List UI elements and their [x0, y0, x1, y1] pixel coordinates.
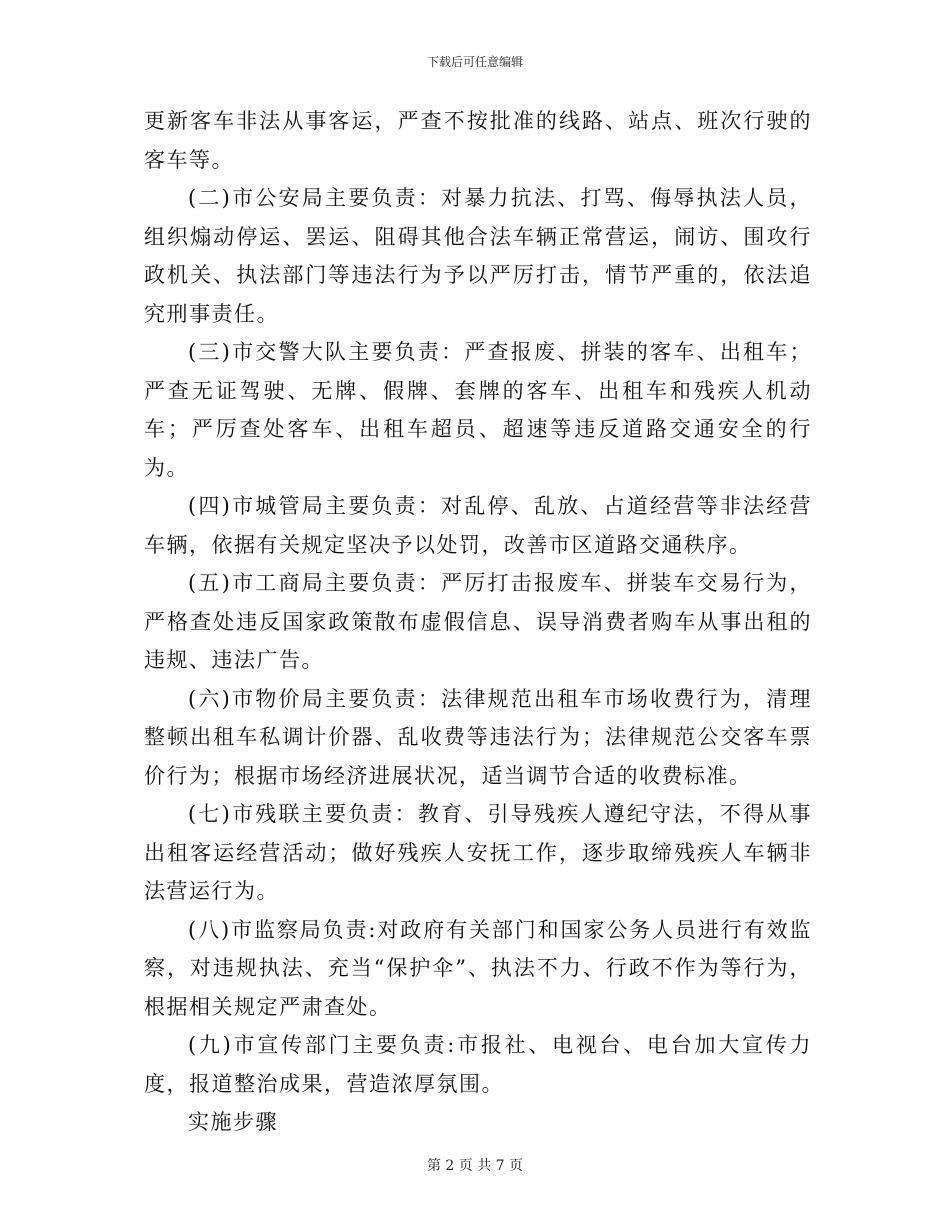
page-number: 第 2 页 共 7 页 [426, 1158, 524, 1174]
document-body [144, 102, 812, 1142]
paragraph-traffic-police: (三)市交警大队主要负责：严查报废、拼装的客车、出租车；严查无证驾驶、无牌、假牌、套牌的客车、出租车和残疾人机动车；严厉查处客车、出租车超员、超速等违反道路交通安全的行为。 [144, 340, 812, 480]
paragraph-supervision-bureau: (八)市监察局负责:对政府有关部门和国家公务人员进行有效监察，对违规执法、充当“保护伞”、执法不力、行政不作为等行为，根据相关规定严肃查处。 [144, 917, 812, 1019]
paragraph-disabled-federation: (七)市残联主要负责：教育、引导残疾人遵纪守法，不得从事出租客运经营活动；做好残疾人安抚工作，逐步取缔残疾人车辆非法营运行为。 [144, 802, 812, 903]
paragraph-public-security: (二)市公安局主要负责：对暴力抗法、打骂、侮辱执法人员，组织煽动停运、罢运、阻碍其他合法车辆正常营运，闹访、围攻行政机关、执法部门等违法行为予以严厉打击，情节严重的，依法追究刑事责任。 [144, 186, 812, 326]
section-heading-implementation-steps: 实施步骤 [188, 1110, 278, 1134]
page-header: 下载后可任意编辑 [426, 55, 523, 69]
paragraph-continuation: 更新客车非法从事客运，严查不按批准的线路、站点、班次行驶的客车等。 [144, 109, 812, 172]
paragraph-industry-commerce: (五)市工商局主要负责：严厉打击报废车、拼装车交易行为，严格查处违反国家政策散布虚假信息、误导消费者购车从事出租的违规、违法广告。 [144, 571, 812, 672]
paragraph-publicity-department: (九)市宣传部门主要负责:市报社、电视台、电台加大宣传力度，报道整治成果，营造浓厚氛围。 [144, 1033, 812, 1096]
paragraph-city-management: (四)市城管局主要负责：对乱停、乱放、占道经营等非法经营车辆，依据有关规定坚决予以处罚，改善市区道路交通秩序。 [144, 494, 812, 557]
paragraph-price-bureau: (六)市物价局主要负责：法律规范出租车市场收费行为，清理整顿出租车私调计价器、乱收费等违法行为；法律规范公交客车票价行为；根据市场经济进展状况，适当调节合适的收费标准。 [144, 686, 812, 788]
